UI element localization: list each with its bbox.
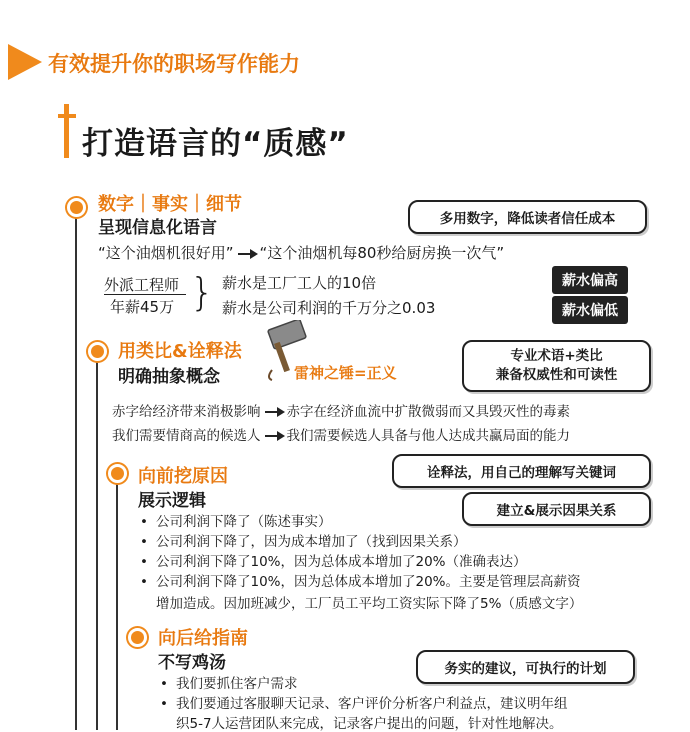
list-item-continuation: 增加造成。因加班减少，工厂员工平均工资实际下降了5%（质感文字） [156,596,583,612]
header-arrow-icon [8,44,42,80]
salary-divider [104,294,186,295]
arrow-right-icon [265,435,283,437]
section4-list [158,674,668,714]
salary-label-top: 外派工程师 [104,276,180,294]
section4-title: 向后给指南 [158,628,248,649]
tag-salary-high: 薪水偏高 [552,266,628,294]
section3-subtitle: 展示逻辑 [138,491,206,511]
brace-icon: } [190,270,215,314]
title-marker-top [58,114,76,118]
section1-example [98,242,504,263]
header-label: 有效提升你的职场写作能力 [48,52,300,76]
salary-line-1: 薪水是工厂工人的10倍 [222,274,377,292]
section3-callout: 建立&展示因果关系 [462,492,651,526]
list-item: • 公司利润下降了（陈述事实） [138,512,668,532]
example-before: “这个油烟机很好用” [98,244,234,262]
hammer-caption: 雷神之锤=正义 [294,364,397,382]
timeline-line-inner [96,350,98,730]
section1-title: 数字｜事实｜细节 [98,194,242,215]
section2-example-2 [112,424,570,444]
section2-callout [462,340,651,392]
section4-subtitle: 不写鸡汤 [158,653,226,673]
arrow-right-icon [238,253,256,255]
page-title: 打造语言的“质感” [82,126,349,162]
list-item: • 公司利润下降了10%，因为总体成本增加了20%（准确表达） [138,552,668,572]
list-item: • 公司利润下降了10%，因为总体成本增加了20%。主要是管理层高薪资 [138,572,668,592]
timeline-line-inner2 [116,472,118,730]
timeline-dot-2 [88,342,107,361]
timeline-line [75,206,77,730]
section1-callout: 多用数字，降低读者信任成本 [408,200,647,234]
section2-title: 用类比&诠释法 [118,341,242,362]
example-after: “这个油烟机每80秒给厨房换一次气” [259,244,505,262]
timeline-dot-1 [67,198,86,217]
callout-line-1: 专业术语+类比 [510,348,603,364]
section4-callout: 务实的建议，可执行的计划 [416,650,635,684]
section2-example-1 [112,400,570,420]
salary-label-bottom: 年薪45万 [110,298,175,316]
section2-callout-2: 诠释法，用自己的理解写关键词 [392,454,651,488]
list-item: • 我们要抓住客户需求 [158,674,668,694]
ex1-after: 赤字在经济血流中扩散微弱而又具毁灭性的毒素 [286,404,570,420]
section2-subtitle: 明确抽象概念 [118,367,220,387]
arrow-right-icon [265,411,283,413]
title-marker [64,104,69,158]
section3-list [138,512,668,592]
salary-line-2: 薪水是公司利润的千万分之0.03 [222,299,436,317]
ex1-before: 赤字给经济带来消极影响 [112,404,261,420]
callout-line-2: 兼备权威性和可读性 [495,367,618,383]
timeline-dot-4 [128,628,147,647]
list-item-continuation: 织5-7人运营团队来完成，记录客户提出的问题，针对性地解决。 [176,716,563,732]
section1-subtitle: 呈现信息化语言 [98,218,217,238]
section3-title: 向前挖原因 [138,466,228,487]
ex2-before: 我们需要情商高的候选人 [112,428,261,444]
timeline-dot-3 [108,464,127,483]
list-item: • 我们要通过客服聊天记录、客户评价分析客户利益点，建议明年组 [158,694,668,714]
ex2-after: 我们需要候选人具备与他人达成共赢局面的能力 [286,428,570,444]
list-item: • 公司利润下降了，因为成本增加了（找到因果关系） [138,532,668,552]
tag-salary-low: 薪水偏低 [552,296,628,324]
